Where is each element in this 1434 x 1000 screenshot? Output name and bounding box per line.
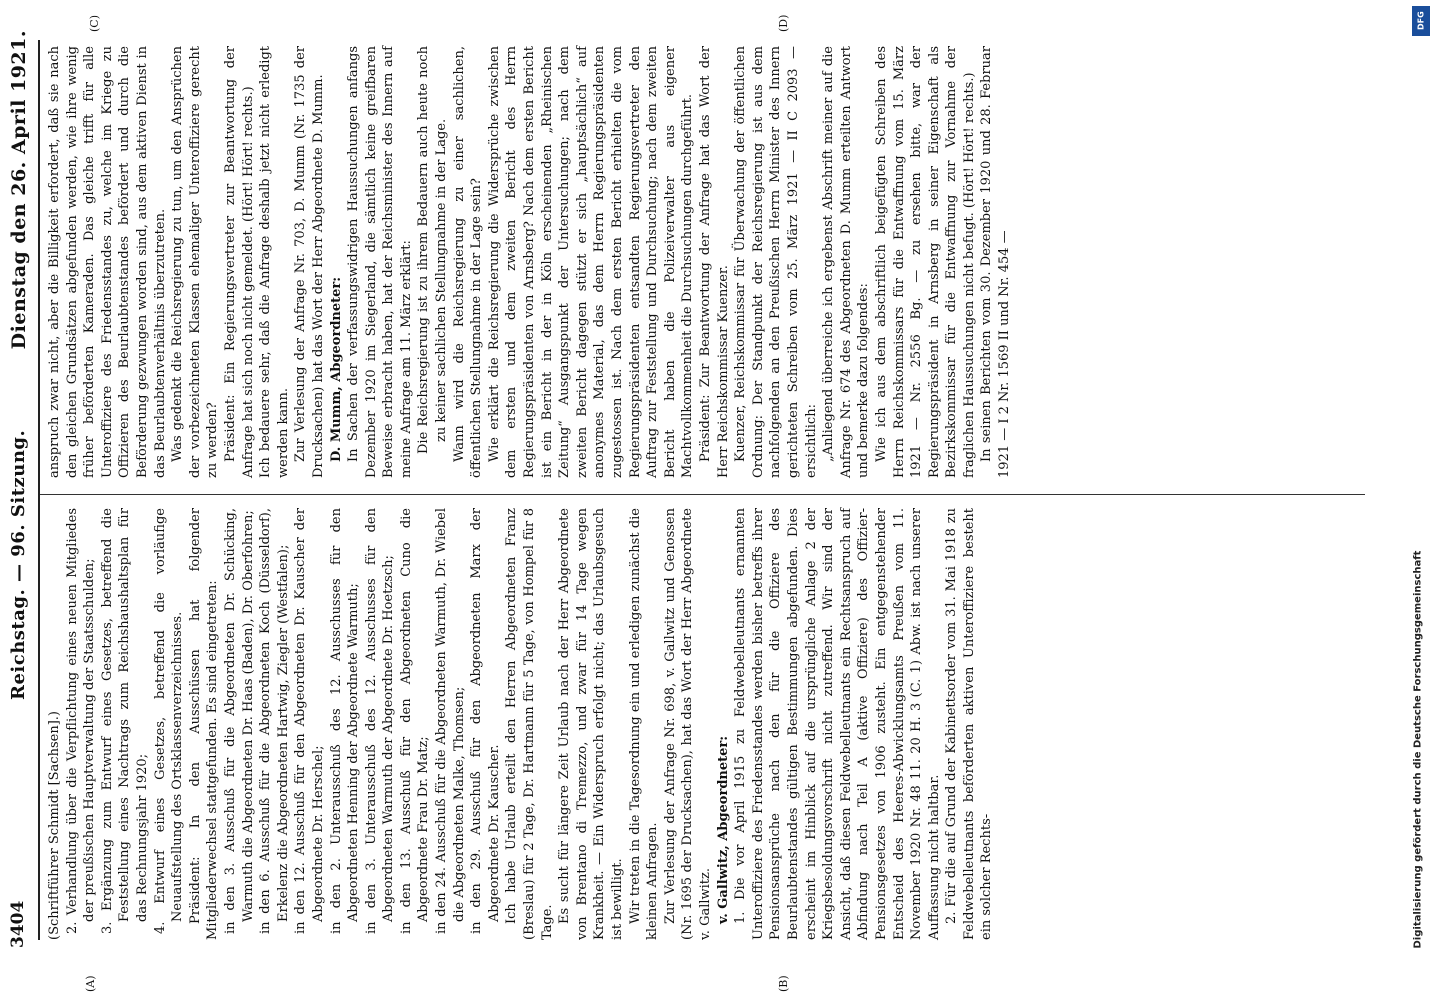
- paragraph: Präsident: Ein Regierungsvertreter zur Beantwortung der Anfrage hat sich noch nicht gemeldet. (Hört! Hört! rechts.): [222, 46, 256, 478]
- paragraph: in den 13. Ausschuß für den Abgeordneten Cuno die Abgeordnete Frau Dr. Matz;: [398, 508, 432, 934]
- paragraph: Zur Verlesung der Anfrage Nr. 703, D. Mumm (Nr. 1735 der Drucksachen) hat das Wort der Herr Abgeordnete D. Mumm.: [293, 46, 326, 478]
- paragraph: Zur Verlesung der Anfrage Nr. 698, v. Gallwitz und Genossen (Nr. 1695 der Drucksachen), hat das Wort der Herr Abgeordnete v. Gallwitz.: [662, 508, 713, 940]
- column-divider: [40, 494, 1365, 495]
- paragraph: 3. Ergänzung zum Entwurf eines Gesetzes, betreffend die Feststellung eines Nachtrags zum Reichshaushaltsplan für das Rechnungsjahr 1920;: [99, 508, 150, 934]
- paragraph: Ich habe Urlaub erteilt den Herren Abgeordneten Franz (Breslau) für 2 Tage, Dr. Hartmann für 5 Tage, von Hompel für 8 Tage.: [504, 508, 555, 940]
- margin-mark-d: (D): [777, 14, 790, 32]
- session-title: Reichstag. — 96. Sitzung.: [8, 429, 29, 700]
- digitization-credit: Digitalisierung gefördert durch die Deutsche Forschungsgemeinschaft: [1412, 550, 1424, 949]
- paragraph: Wie erklärt die Reichsregierung die Widersprüche zwischen dem ersten und dem zweiten Bericht des Herrn Regierungspräsidenten von Arnsberg? Nach dem ersten Bericht ist ein Bericht in der in Köln erscheinenden „Rheinischen Zeitung“ Ausgangspunkt der Untersuchungen; nach dem zweiten Bericht dagegen stützt er sich „hauptsächlich“ auf anonymes Material, das dem Herrn Regierungspräsidenten zugestossen ist. Nach dem ersten Bericht erhielten die vom Regierungspräsidenten entsandten Regierungsvertreter den Auftrag zur Feststellung und Durchsuchung; nach dem zweiten Bericht haben die Polizeiverwalter aus eigener Machtvollkommenheit die Durchsuchungen durchgeführt.: [486, 46, 696, 478]
- right-column: [46, 46, 1014, 478]
- left-column: [46, 508, 996, 940]
- paragraph: 2. Für die auf Grund der Kabinettsorder vom 31. Mai 1918 zu Feldwebelleutnants beförderten aktiven Unteroffiziere besteht ein solcher Rechts-: [944, 508, 995, 940]
- paragraph: in den 6. Ausschuß für die Abgeordneten Koch (Düsseldorf), Erkelenz die Abgeordneten Hartwig, Ziegler (Westfalen);: [258, 508, 291, 934]
- paragraph: Wir treten in die Tagesordnung ein und erledigen zunächst die kleinen Anfragen.: [627, 508, 661, 940]
- paragraph: in den 2. Unterausschuß des 12. Ausschusses für den Abgeordneten Henning der Abgeordnete Warmuth;: [328, 508, 362, 934]
- paragraph: Präsident: Zur Beantwortung der Anfrage hat das Wort der Herr Reichskommissar Kuenzer.: [697, 46, 731, 478]
- paragraph: 4. Entwurf eines Gesetzes, betreffend die vorläufige Neuaufstellung des Ortsklassenverzeichnisses.: [152, 508, 186, 934]
- paragraph: 1. Die vor April 1915 zu Feldwebelleutnants ernannten Unteroffiziere des Friedensstandes werden bisher betreffs ihrer Pensionsansprüche nach den für die Offiziere des Beurlaubtenstandes gültigen Bestimmungen abgefunden. Dies erscheint im Hinblick auf die ursprüngliche Anlage 2 der Kriegsbesoldungsvorschrift nicht zutreffend. Wir sind der Ansicht, daß diesen Feldwebelleutnants ein Rechtsanspruch auf Abfindung nach Teil A (aktive Offiziere) des Offizier-Pensionsgesetzes von 1906 zusteht. Ein entgegenstehender Entscheid des Heeres-Abwicklungsamts Preußen vom 11. November 1920 Nr. 48 11. 20 H. 3 (C. 1) Abw. ist nach unserer Auffassung nicht haltbar.: [733, 508, 942, 940]
- paragraph: Präsident: In den Ausschüssen hat folgender Mitgliederwechsel stattgefunden. Es sind eingetreten:: [187, 508, 221, 940]
- paragraph: Kuenzer, Reichskommissar für Überwachung der öffentlichen Ordnung: Der Standpunkt der Reichsregierung ist aus dem nachfolgenden an den Preußischen Herrn Minister des Innern gerichteten Schreiben vom 25. März 1921 — II C 2093 — ersichtlich:: [733, 46, 819, 478]
- paragraph: „Anliegend überreiche ich ergebenst Abschrift meiner auf die Anfrage Nr. 674 des Abgeordneten D. Mumm erteilten Antwort und bemerke dazu folgendes:: [821, 46, 872, 478]
- paragraph: in den 12. Ausschuß für den Abgeordneten Dr. Kauscher der Abgeordnete Dr. Herschel;: [293, 508, 326, 934]
- page-number: 3404: [8, 900, 28, 948]
- paragraph: Wie ich aus dem abschriftlich beigefügten Schreiben des Herrn Reichskommissars für die Entwaffnung vom 15. März 1921 — Nr. 2556 Bg. — zu ersehen bitte, war der Regierungspräsident in Arnsberg in seiner Eigenschaft als Bezirkskommissar für die Entwaffnung zur Vornahme der fraglichen Haussuchungen nicht befugt. (Hört! Hört! rechts.): [873, 46, 977, 478]
- paragraph: anspruch zwar nicht, aber die Billigkeit erfordert, daß sie nach den gleichen Grundsätzen abgefunden werden, wie ihre wenig früher beförderten Kameraden. Das gleiche trifft für alle Unteroffiziere des Friedensstandes zu, welche im Kriege zu Offizieren des Beurlaubtenstandes befördert und durch die Beförderung gezwungen worden sind, aus dem aktiven Dienst in das Beurlaubtenverhältnis überzutreten.: [47, 46, 168, 478]
- header-rule: [38, 40, 40, 940]
- paragraph: 2. Verhandlung über die Verpflichtung eines neuen Mitgliedes der preußischen Hauptverwaltung der Staatsschulden;: [64, 508, 98, 934]
- dfg-logo: DFG: [1412, 6, 1430, 36]
- paragraph: (Schriftführer Schmidt [Sachsen].): [47, 711, 62, 940]
- paragraph: in den 3. Ausschuß für die Abgeordneten Dr. Schücking, Warmuth die Abgeordneten Dr. Haas (Baden), Dr. Oberfohren;: [222, 508, 256, 934]
- paragraph: in den 3. Unterausschuß des 12. Ausschusses für den Abgeordneten Warmuth der Abgeordnete Dr. Hoetzsch;: [363, 508, 397, 934]
- speaker-label: D. Mumm, Abgeordneter:: [328, 276, 344, 462]
- margin-mark-c: (C): [88, 15, 101, 32]
- paragraph: Was gedenkt die Reichsregierung zu tun, um den Ansprüchen der vorbezeichneten Klassen ehemaliger Unteroffiziere gerecht zu werden?: [170, 46, 221, 478]
- paragraph: Es sucht für längere Zeit Urlaub nach der Herr Abgeordnete von Brentano di Tremezzo, und zwar für 14 Tage wegen Krankheit. — Ein Widerspruch erfolgt nicht; das Urlaubsgesuch ist bewilligt.: [557, 508, 625, 940]
- paragraph: In Sachen der verfassungswidrigen Haussuchungen anfangs Dezember 1920 im Siegerland, die sämtlich keine greifbaren Beweise erbracht haben, hat der Reichsminister des Innern auf meine Anfrage am 11. März erklärt:: [346, 46, 414, 478]
- paragraph: Wann wird die Reichsregierung zu einer sachlichen, öffentlichen Stellungnahme in der Lage sein?: [451, 46, 485, 478]
- paragraph: Ich bedauere sehr, daß die Anfrage deshalb jetzt nicht erledigt werden kann.: [258, 46, 291, 478]
- paragraph: Die Reichsregierung ist zu ihrem Bedauern auch heute noch zu keiner sachlichen Stellungnahme in der Lage.: [416, 46, 450, 454]
- paragraph: in den 24. Ausschuß für die Abgeordneten Warmuth, Dr. Wiebel die Abgeordneten Malke, Thomsen;: [434, 508, 467, 934]
- margin-mark-a: (A): [84, 975, 97, 992]
- speaker-label: v. Gallwitz, Abgeordneter:: [715, 735, 731, 924]
- paragraph: In seinen Berichten vom 30. Dezember 1920 und 28. Februar 1921 — I 2 Nr. 1569 II und Nr. 454 —: [979, 46, 1013, 478]
- paragraph: in den 29. Ausschuß für den Abgeordneten Marx der Abgeordnete Dr. Kauscher.: [469, 508, 502, 934]
- margin-mark-b: (B): [777, 975, 790, 992]
- session-date: Dienstag den 26. April 1921.: [8, 30, 30, 350]
